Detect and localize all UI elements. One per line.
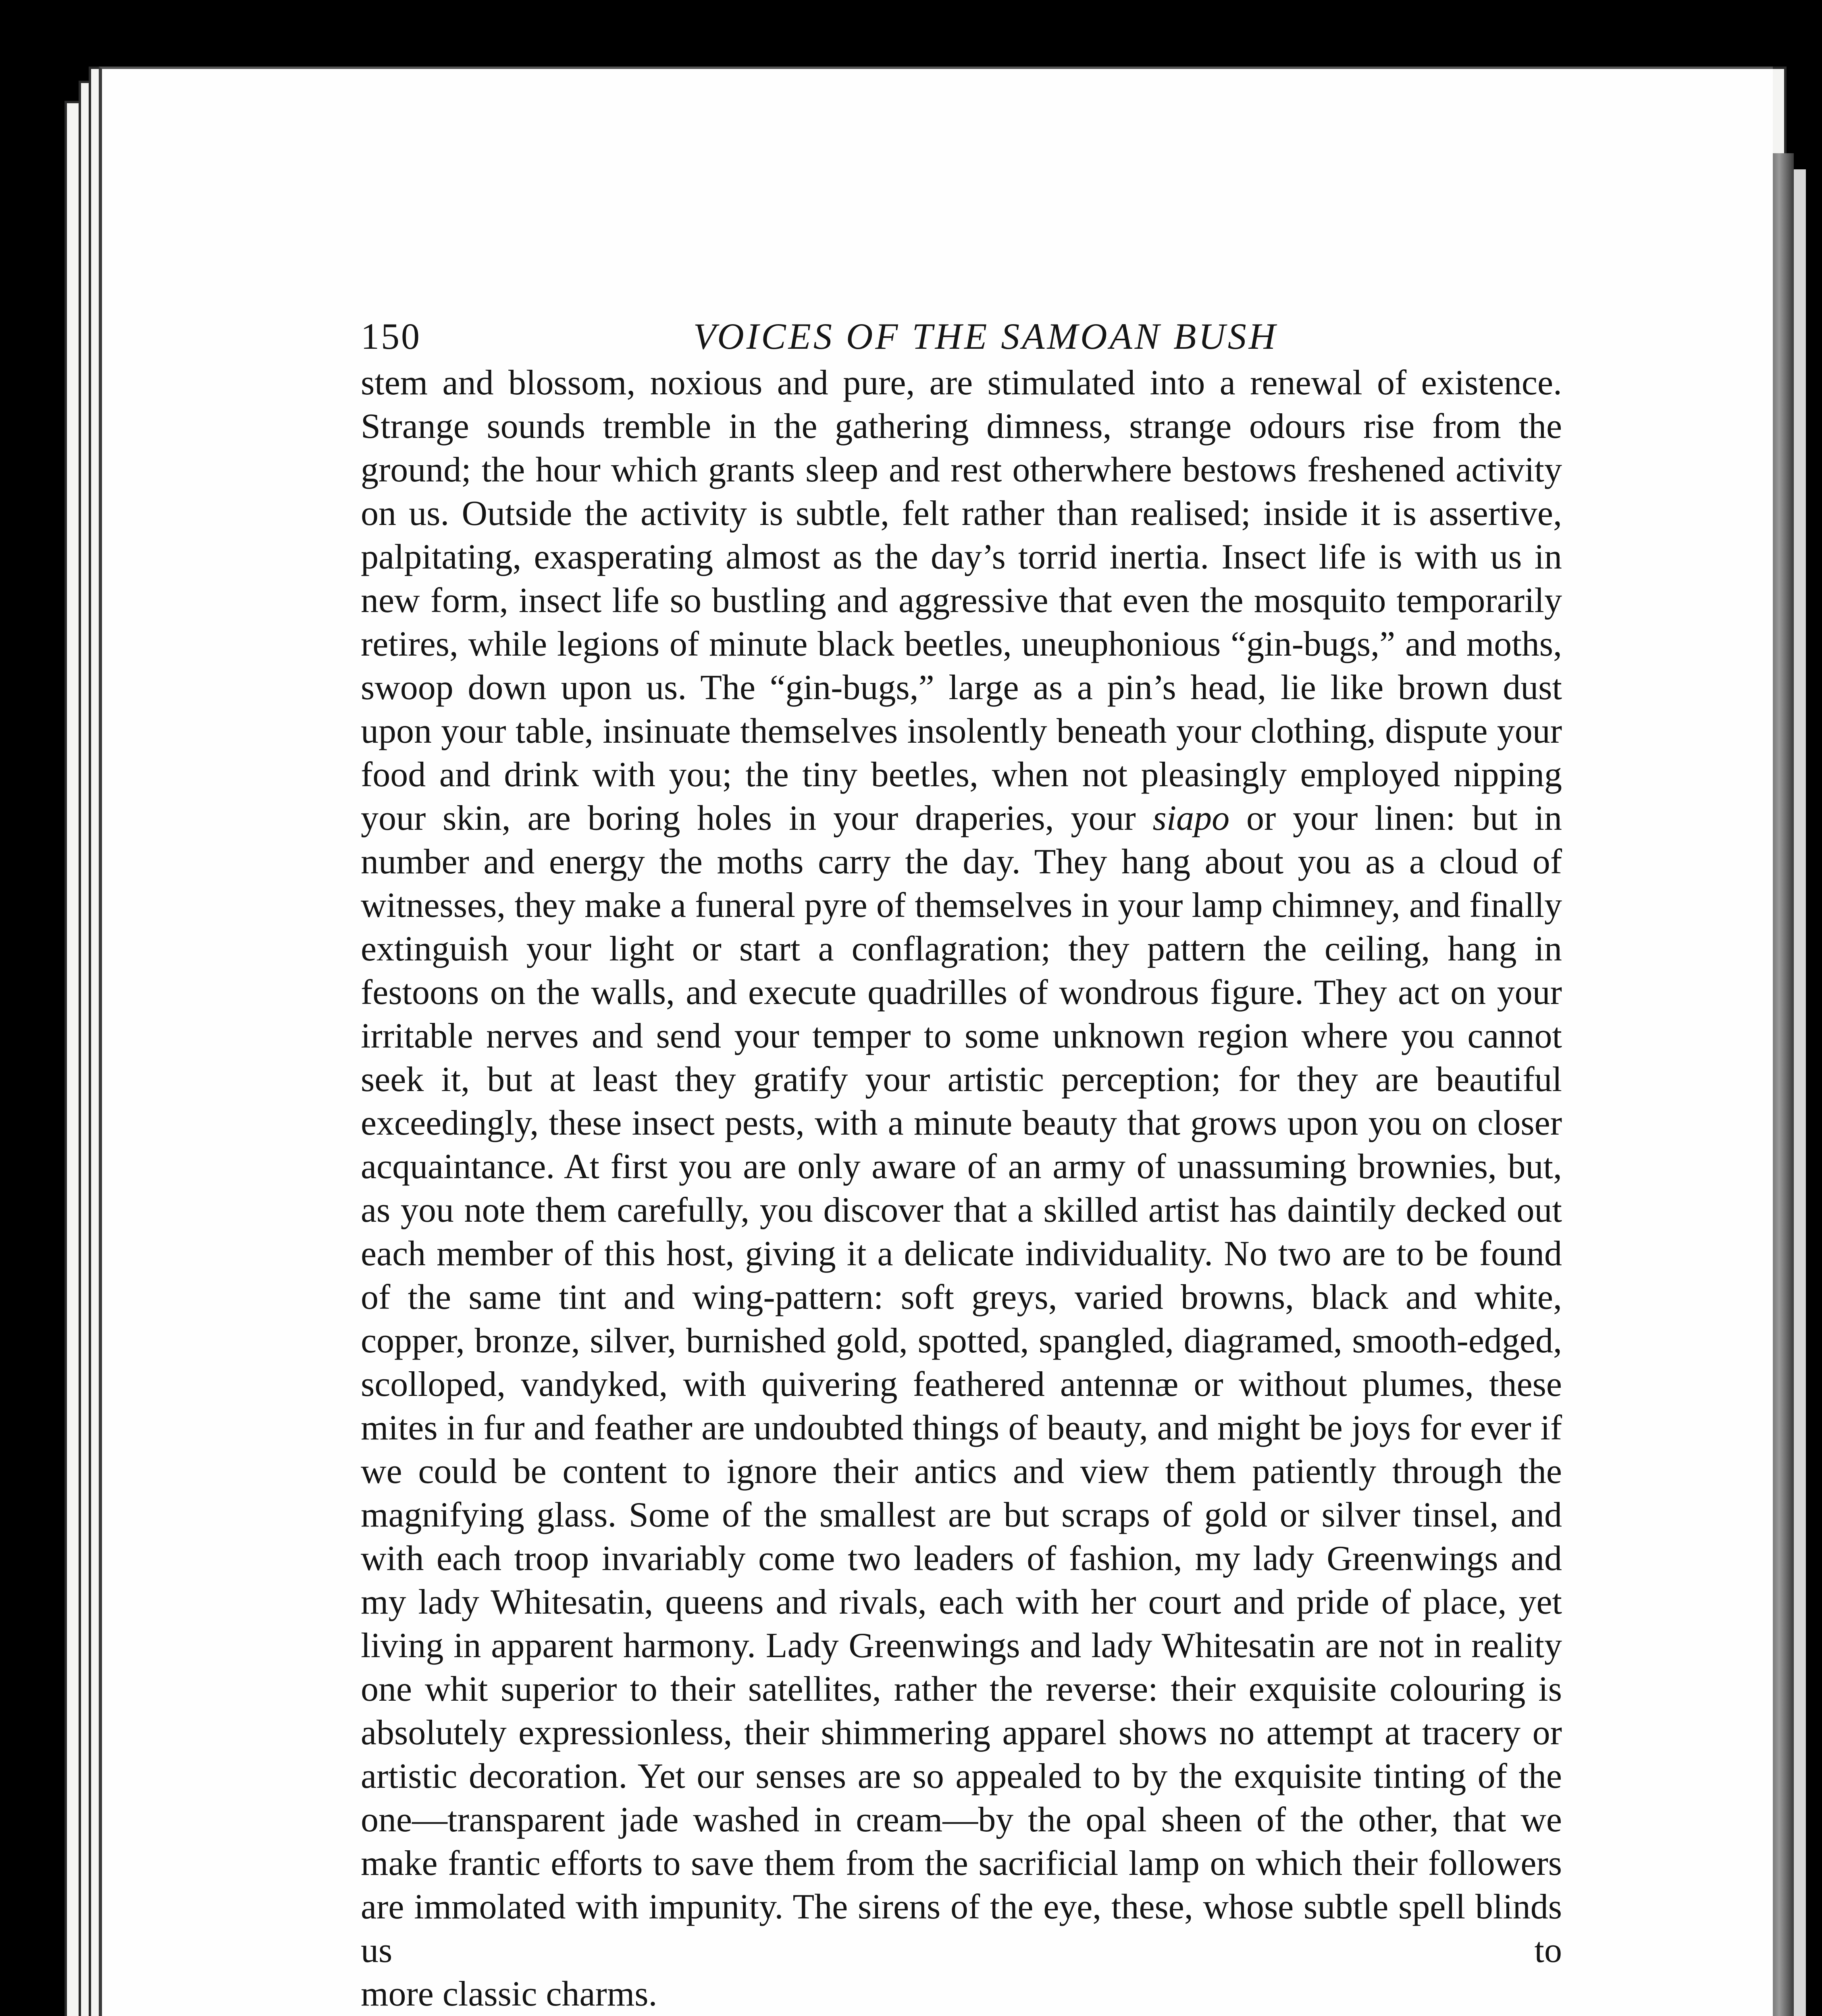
paragraph-1-text-continued: or your linen: but in number and energy the moths carry the day. They hang about you as a cloud of witnesses, they make a funeral pyre of themselves in your lamp chimney, and finally extinguish your light or start a conflagration; they pattern the ceiling, hang in festoons on the walls, and execute quadrilles of wondrous figure. They act on your irritable nerves and send your temper to some unknown region where you cannot seek it, but at least they gratify your artistic perception; for they are beautiful exceedingly, these insect pests, with a minute beauty that grows upon you on closer acquaintance. At first you are only aware of an army of unassuming brownies, but, as you note them carefully, you discover that a skilled artist has daintily decked out each member of this host, giving it a delicate individuality. No two are to be found of the same tint and wing-pattern: soft greys, varied browns, black and white, copper, bronze, silver, burnished gold, spotted, spangled, diagramed, smooth-edged, scolloped, vandyked, with quivering feathered antennæ or without plumes, these mites in fur and feather are undoubted things of beauty, and might be joys for ever if we could be content to ignore their antics and view them patiently through the magnifying glass. Some of the smallest are but scraps of gold or silver tinsel, and with each troop invariably come two leaders of fashion, my lady Greenwings and my lady Whitesatin, queens and rivals, each with her court and pride of place, yet living in apparent harmony. Lady Greenwings and lady Whitesatin are not in reality one whit superior to their satellites, rather the reverse: their exquisite colouring is absolutely expressionless, their shimmering apparel shows no attempt at tracery or artistic decoration. Yet our senses are so appealed to by the exquisite tinting of the one—transparent jade washed in cream—by the opal sheen of the other, that we make frantic efforts to save them from the sacrificial lamp on which their followers are immolated with impunity. The sirens of the eye, these, whose subtle spell blinds us to xyxy=(361,799,1562,1970)
book-binding xyxy=(1770,153,1794,2016)
paragraph-1-last-line: more classic charms. xyxy=(361,1974,657,2014)
paragraph-1-text: stem and blossom, noxious and pure, are stimulated into a renewal of existence. Strange sounds tremble in the gathering dimness, strange odours rise from the ground; the hour which grants sleep and rest otherwhere bestows freshened activity on us. Outside the activity is subtle, felt rather than realised; inside it is assertive, palpitating, exasperating almost as the day’s torrid inertia. Insect life is with us in new form, insect life so bustling and aggressive that even the mosquito temporarily retires, while legions of minute black beetles, uneuphonious “gin-bugs,” and moths, swoop down upon us. The “gin-bugs,” large as a pin’s head, lie like brown dust upon your table, insinuate themselves insolently beneath your clothing, dispute your food and drink with you; the tiny beetles, when not pleasingly employed nipping your skin, are boring holes in your draperies, your xyxy=(361,363,1562,838)
page-number: 150 xyxy=(361,316,421,357)
italic-word-siapo: siapo xyxy=(1152,799,1230,838)
book-binding-edge xyxy=(1794,169,1806,2016)
page-text-block xyxy=(361,298,1562,2016)
paragraph-1 xyxy=(361,361,1562,2016)
running-title: VOICES OF THE SAMOAN BUSH xyxy=(693,316,1278,357)
running-head xyxy=(361,298,1562,359)
